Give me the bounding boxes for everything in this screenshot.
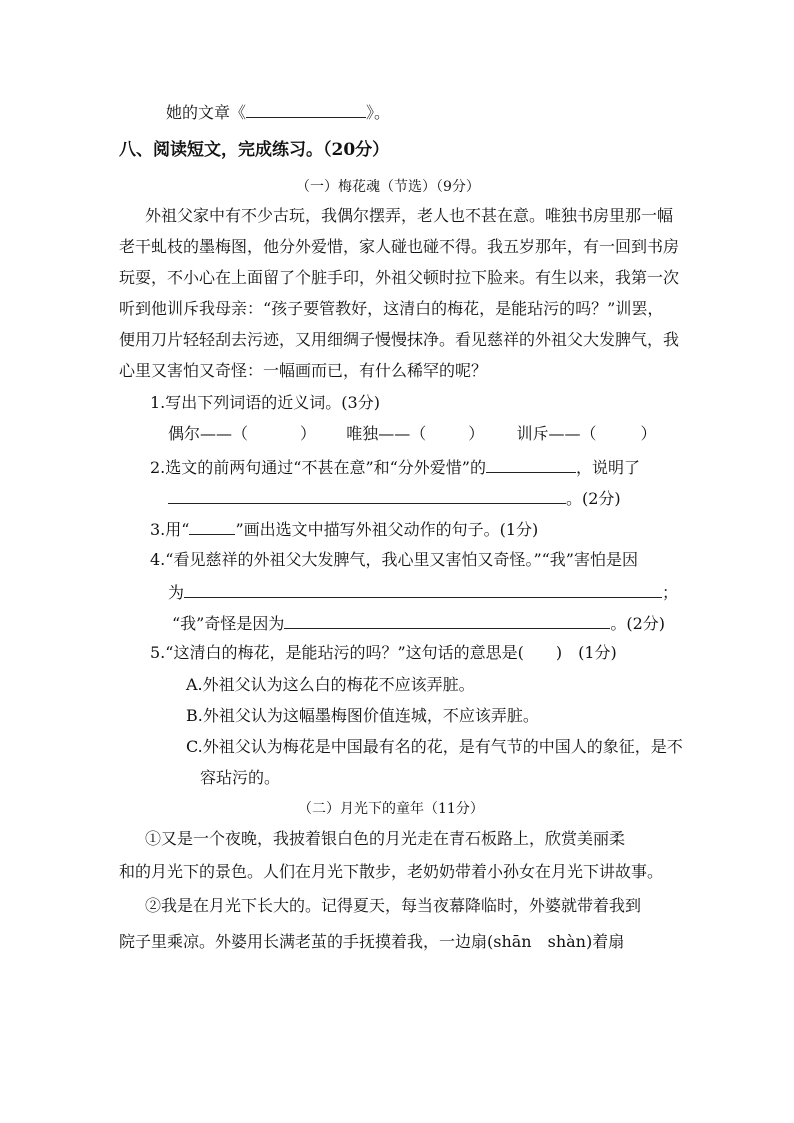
passage2-title: （二）月光下的童年（11分） xyxy=(298,801,484,817)
question-2-text: 2.选文的前两句通过“不甚在意”和“分外爱惜”的 xyxy=(150,458,486,477)
question-3-suffix: ”画出选文中描写外祖父动作的句子。(1分) xyxy=(235,520,539,539)
question-3 xyxy=(150,518,538,540)
answer-blank xyxy=(168,487,566,504)
passage1-line: 听到他训斥我母亲：“孩子要管教好，这清白的梅花，是能玷污的吗？”训罢， xyxy=(119,299,664,318)
close-paren: ） xyxy=(640,424,657,443)
synonym-word-1: 偶尔——（ xyxy=(168,424,249,443)
question-4-prefix: 为 xyxy=(168,583,185,602)
previous-question-prefix: 她的文章《 xyxy=(166,103,247,122)
passage2-line: ②我是在月光下长大的。记得夏天，每当夜幕降临时，外婆就带着我到 xyxy=(145,896,642,915)
question-2 xyxy=(150,456,640,478)
passage2-line: 和的月光下的景色。人们在月光下散步，老奶奶带着小孙女在月光下讲故事。 xyxy=(119,862,664,881)
option-c-continued: 容玷污的。 xyxy=(200,768,281,787)
question-2-end: 。(2分) xyxy=(566,489,621,508)
synonym-word-3: 训斥——（ xyxy=(516,424,597,443)
answer-blank xyxy=(246,101,366,118)
passage1-line: 老干虬枝的墨梅图，他分外爱惜，家人碰也碰不得。我五岁那年，有一回到书房 xyxy=(119,237,680,256)
question-5: 5.“这清白的梅花，是能玷污的吗？”这句话的意思是( ) (1分) xyxy=(150,643,617,662)
previous-question-suffix: 》。 xyxy=(366,103,391,122)
passage2-line: 院子里乘凉。外婆用长满老茧的手抚摸着我，一边扇(shān shàn)着扇 xyxy=(119,932,625,951)
question-2-text-after: ，说明了 xyxy=(576,458,641,477)
close-paren: ） xyxy=(300,424,317,443)
answer-blank xyxy=(284,612,610,629)
close-paren: ） xyxy=(468,424,485,443)
question-4-end: 。(2分) xyxy=(610,614,666,633)
passage1-line: 心里又害怕又奇怪：一幅画而已，有什么稀罕的呢？ xyxy=(119,361,488,380)
previous-question-tail xyxy=(166,101,390,123)
answer-blank xyxy=(184,581,662,598)
question-2-line2 xyxy=(168,487,621,509)
passage1-line: 外祖父家中有不少古玩，我偶尔摆弄，老人也不甚在意。唯独书房里那一幅 xyxy=(145,206,674,225)
question-4-semicolon: ； xyxy=(662,583,679,602)
passage1-line: 玩耍，不小心在上面留了个脏手印，外祖父顿时拉下脸来。有生以来，我第一次 xyxy=(119,268,680,287)
question-1-blanks xyxy=(168,424,656,444)
option-a: A.外祖父认为这么白的梅花不应该弄脏。 xyxy=(186,675,475,694)
option-b: B.外祖父认为这幅墨梅图价值连城，不应该弄脏。 xyxy=(186,706,539,725)
passage1-line: 便用刀片轻轻刮去污迹，又用细绸子慢慢抹净。看见慈祥的外祖父大发脾气，我 xyxy=(119,330,680,349)
answer-blank xyxy=(486,456,576,473)
question-3-prefix: 3.用“ xyxy=(150,520,190,539)
synonym-word-2: 唯独——（ xyxy=(346,424,427,443)
option-c: C.外祖父认为梅花是中国最有名的花，是有气节的中国人的象征，是不 xyxy=(186,737,683,756)
question-4-line3 xyxy=(172,612,665,634)
question-4-line3-prefix: “我”奇怪是因为 xyxy=(172,614,285,633)
question-4-line2 xyxy=(168,581,678,603)
section-heading: 八、阅读短文，完成练习。（20分） xyxy=(119,140,390,160)
question-1: 1.写出下列词语的近义词。(3分) xyxy=(150,393,380,412)
passage2-line: ①又是一个夜晚，我披着银白色的月光走在青石板路上，欣赏美丽柔 xyxy=(145,829,626,848)
underline-sample xyxy=(189,518,235,535)
passage1-title: （一）梅花魂（节选）（9分） xyxy=(296,179,480,195)
question-4: 4.“看见慈祥的外祖父大发脾气，我心里又害怕又奇怪。”“我”害怕是因 xyxy=(150,550,638,569)
